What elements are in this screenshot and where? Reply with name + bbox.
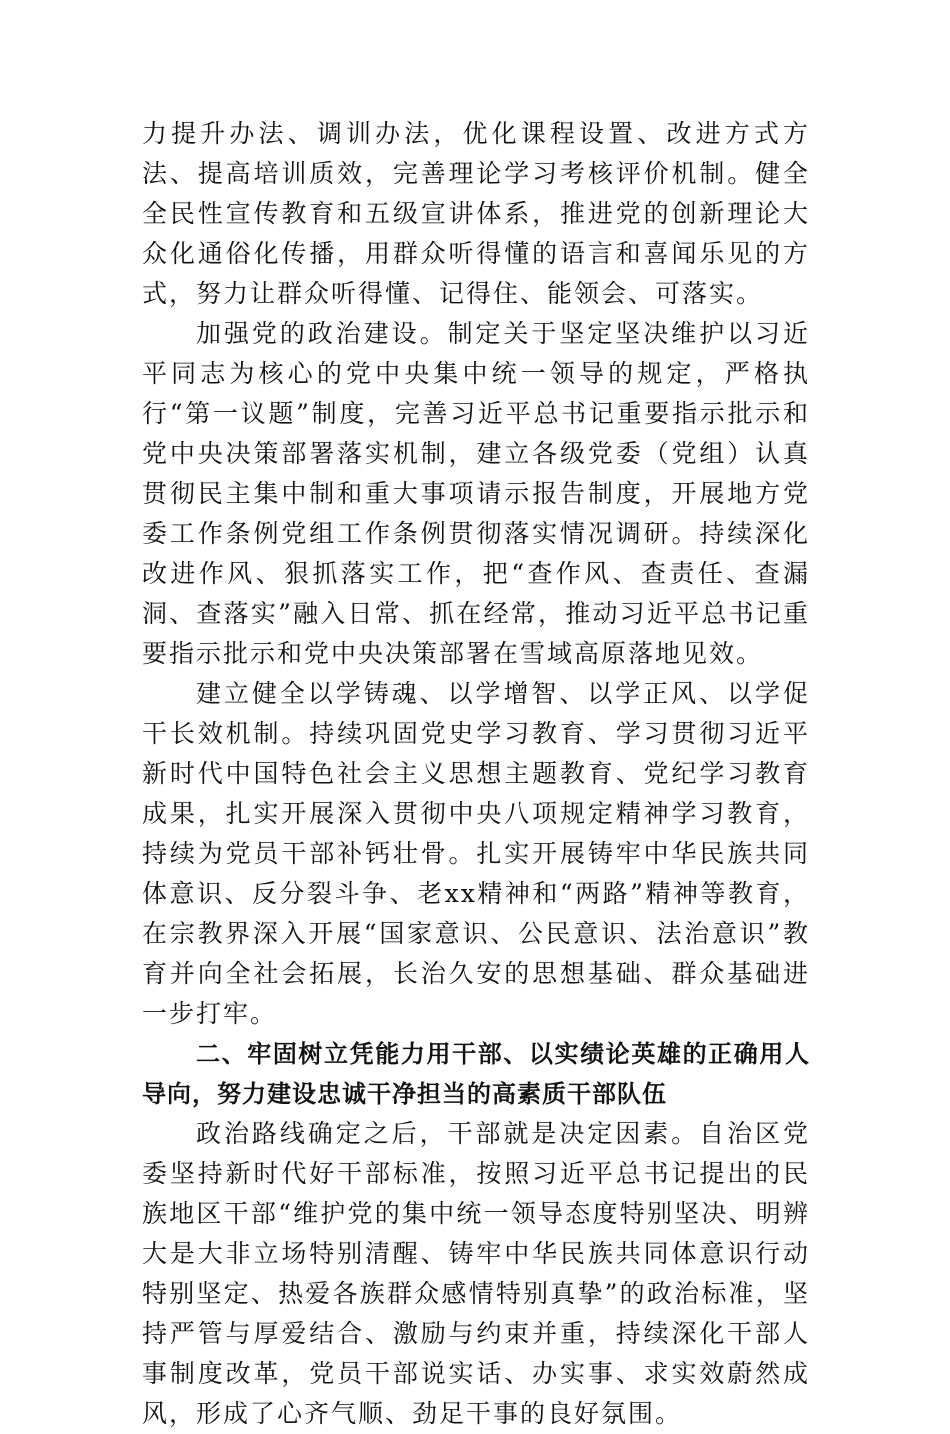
document-page	[142, 114, 810, 1434]
paragraph-cadre-standards: 政治路线确定之后，干部就是决定因素。自治区党委坚持新时代好干部标准，按照习近平总书记提出的民族地区干部“维护党的集中统一领导态度特别坚决、明辨大是大非立场特别清醒、铸牢中华民族共同体意识行动特别坚定、热爱各族群众感情特别真挚”的政治标准，坚持严管与厚爱结合、激励与约束并重，持续深化干部人事制度改革，党员干部说实话、办实事、求实效蔚然成风，形成了心齐气顺、劲足干事的良好氛围。	[142, 1119, 810, 1428]
section-heading-cadres: 二、牢固树立凭能力用干部、以实绩论英雄的正确用人导向，努力建设忠诚干净担当的高素质干部队伍	[142, 1040, 810, 1108]
paragraph-political-building: 加强党的政治建设。制定关于坚定坚决维护以习近平同志为核心的党中央集中统一领导的规定，严格执行“第一议题”制度，完善习近平总书记重要指示批示和党中央决策部署落实机制，建立各级党委（党组）认真贯彻民主集中制和重大事项请示报告制度，开展地方党委工作条例党组工作条例贯彻落实情况调研。持续深化改进作风、狠抓落实工作，把“查作风、查责任、查漏洞、查落实”融入日常、抓在经常，推动习近平总书记重要指示批示和党中央决策部署在雪域高原落地见效。	[142, 319, 810, 668]
paragraph-training-methods: 力提升办法、调训办法，优化课程设置、改进方式方法、提高培训质效，完善理论学习考核评价机制。健全全民性宣传教育和五级宣讲体系，推进党的创新理论大众化通俗化传播，用群众听得懂的语言和喜闻乐见的方式，努力让群众听得懂、记得住、能领会、可落实。	[142, 119, 810, 308]
paragraph-study-mechanism: 建立健全以学铸魂、以学增智、以学正风、以学促干长效机制。持续巩固党史学习教育、学习贯彻习近平新时代中国特色社会主义思想主题教育、党纪学习教育成果，扎实开展深入贯彻中央八项规定精神学习教育，持续为党员干部补钙壮骨。扎实开展铸牢中华民族共同体意识、反分裂斗争、老xx精神和“两路”精神等教育，在宗教界深入开展“国家意识、公民意识、法治意识”教育并向全社会拓展，长治久安的思想基础、群众基础进一步打牢。	[142, 679, 810, 1028]
